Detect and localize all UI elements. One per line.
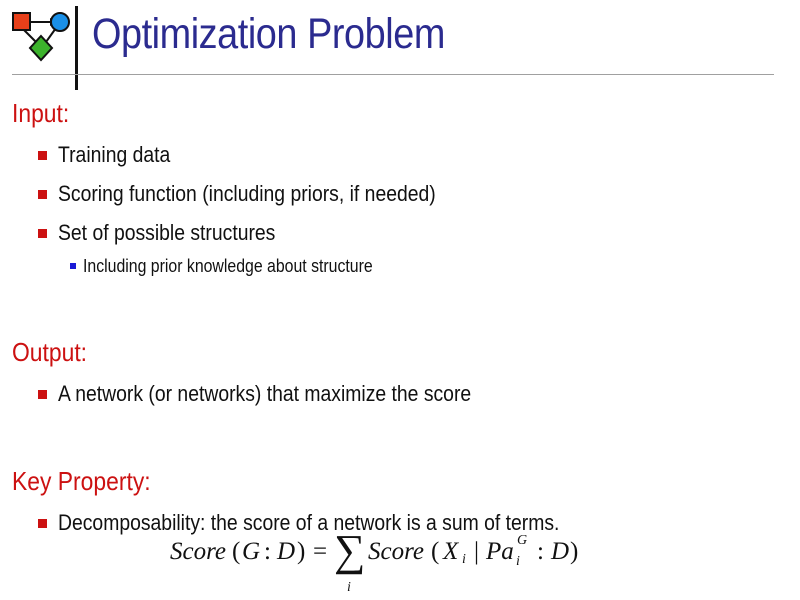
formula-pa: Pa [486,538,514,565]
formula-d: D [551,538,570,565]
bullet-text: Decomposability: the score of a network is a sum of terms. [58,510,560,535]
bullet-text: Training data [58,142,171,167]
formula-g: G [242,538,261,565]
square-bullet-icon [38,390,47,399]
formula-paren: ( [431,538,440,565]
section-heading-input: Input: [12,98,70,128]
formula-pa-superscript: G [517,533,528,548]
formula-colon: : [264,538,271,565]
formula-paren: ( [232,538,241,565]
formula-x-subscript: i [462,552,466,567]
square-bullet-icon [38,229,47,238]
bullet-text: Set of possible structures [58,220,276,245]
subbullet-text: Including prior knowledge about structure [83,256,373,276]
section-heading-output: Output: [12,337,88,367]
formula-lhs-score: Score [170,538,226,565]
network-graph-logo-icon [10,8,72,66]
summation-symbol: ∑ [334,526,366,575]
square-bullet-icon [38,190,47,199]
section-heading-key-property: Key Property: [12,466,151,496]
formula-sum-index: i [347,580,351,595]
square-bullet-icon [38,519,47,528]
formula-colon: : [537,538,544,565]
formula-x: X [443,538,459,565]
bullet-text: A network (or networks) that maximize the score [58,381,472,406]
formula-paren: ) [297,538,306,565]
slide-title: Optimization Problem [92,10,445,58]
square-bullet-icon [38,151,47,160]
formula-rhs-score: Score [368,538,424,565]
formula-equals: = [313,538,328,565]
logo-square-node [13,13,30,30]
small-square-bullet-icon [70,263,76,269]
title-underline [12,74,774,75]
bullet-text: Scoring function (including priors, if needed) [58,181,436,206]
formula-pa-subscript: i [516,554,520,569]
formula-d: D [277,538,296,565]
logo-circle-node [51,13,69,31]
formula-paren: ) [570,538,579,565]
title-divider [75,6,78,90]
formula-given-bar: | [474,538,480,565]
